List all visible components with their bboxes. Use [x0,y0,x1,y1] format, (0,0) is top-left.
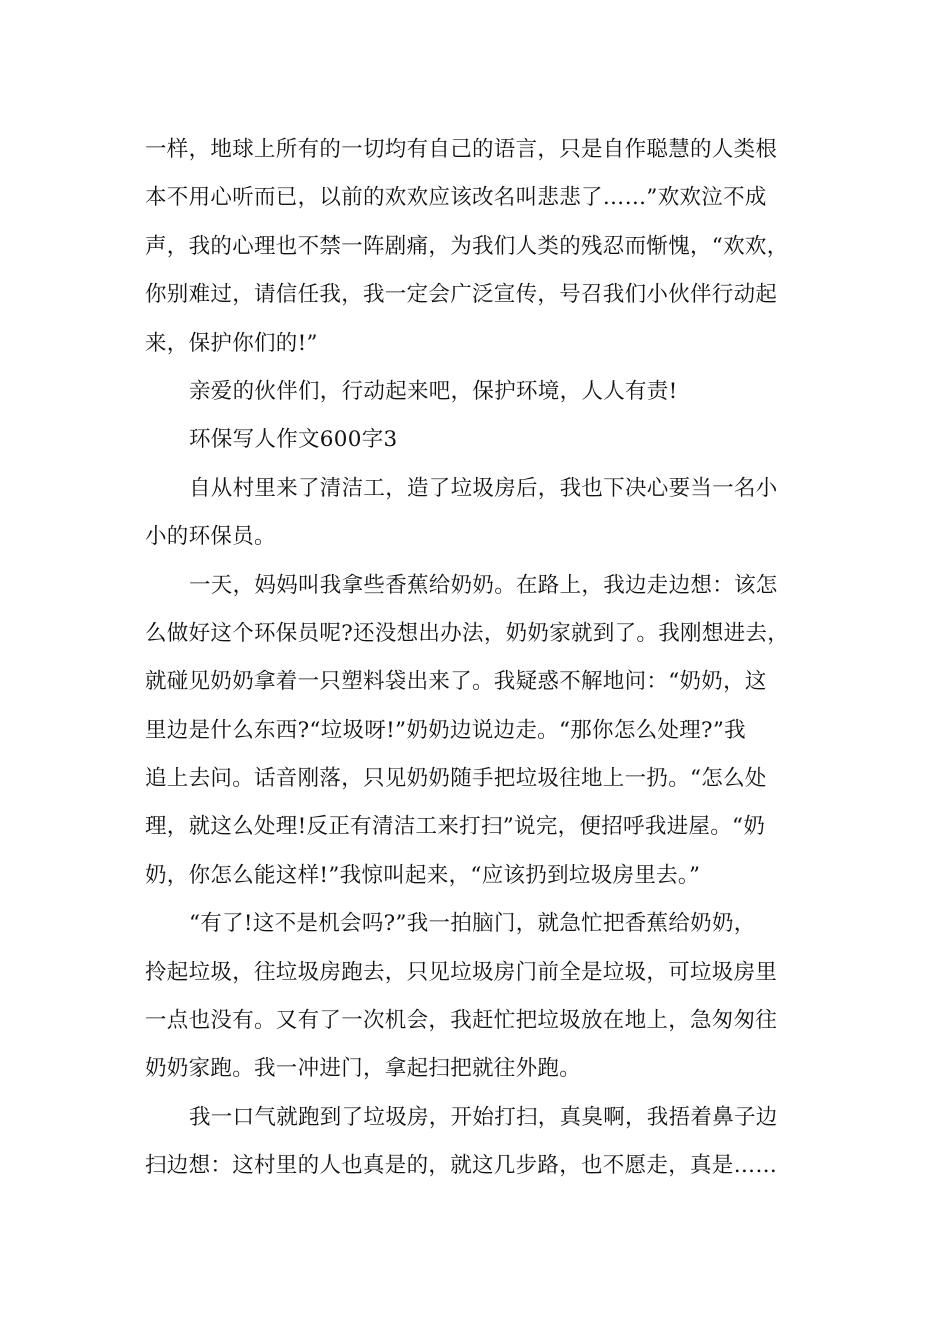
text-line: 里边是什么东西?“垃圾呀!”奶奶边说边走。“那你怎么处理?”我 [145,717,746,743]
paragraph-line: 一天，妈妈叫我拿些香蕉给奶奶。在路上，我边走边想：该怎 [189,572,778,598]
paragraph-line: 我一口气就跑到了垃圾房，开始打扫，真臭啊，我捂着鼻子边 [189,1104,778,1130]
text-line: 本不用心听而已，以前的欢欢应该改名叫悲悲了……”欢欢泣不成 [145,185,767,211]
text-line: 扫边想：这村里的人也真是的，就这几步路，也不愿走，真是…… [145,1153,778,1179]
paragraph-line: 亲爱的伙伴们，行动起来吧，保护环境，人人有责! [189,378,678,404]
text-line: 来，保护你们的!” [145,330,318,356]
section-heading: 环保写人作文600字3 [189,427,398,453]
paragraph-line: 自从村里来了清洁工，造了垃圾房后，我也下决心要当一名小 [189,475,778,501]
document-page [145,126,821,1191]
text-line: 奶，你怎么能这样!”我惊叫起来，“应该扔到垃圾房里去。” [145,862,701,888]
text-line: 小的环保员。 [145,524,276,550]
text-line: 追上去问。话音刚落，只见奶奶随手把垃圾往地上一扔。“怎么处 [145,766,767,792]
text-line: 一点也没有。又有了一次机会，我赶忙把垃圾放在地上，急匆匆往 [145,1008,778,1034]
text-line: 奶奶家跑。我一冲进门，拿起扫把就往外跑。 [145,1056,582,1082]
text-line: 拎起垃圾，往垃圾房跑去，只见垃圾房门前全是垃圾，可垃圾房里 [145,959,778,985]
text-line: 理，就这么处理!反正有清洁工来打扫”说完，便招呼我进屋。“奶 [145,814,766,840]
text-line: 就碰见奶奶拿着一只塑料袋出来了。我疑惑不解地问：“奶奶，这 [145,669,767,695]
text-line: 一样，地球上所有的一切均有自己的语言，只是自作聪慧的人类根 [145,137,778,162]
paragraph-line: “有了!这不是机会吗?”我一拍脑门，就急忙把香蕉给奶奶， [189,911,756,937]
text-line: 么做好这个环保员呢?还没想出办法，奶奶家就到了。我刚想进去， [145,620,790,646]
text-line: 你别难过，请信任我，我一定会广泛宣传，号召我们小伙伴行动起 [145,282,778,308]
text-line: 声，我的心理也不禁一阵剧痛，为我们人类的残忍而惭愧，“欢欢， [145,233,789,259]
